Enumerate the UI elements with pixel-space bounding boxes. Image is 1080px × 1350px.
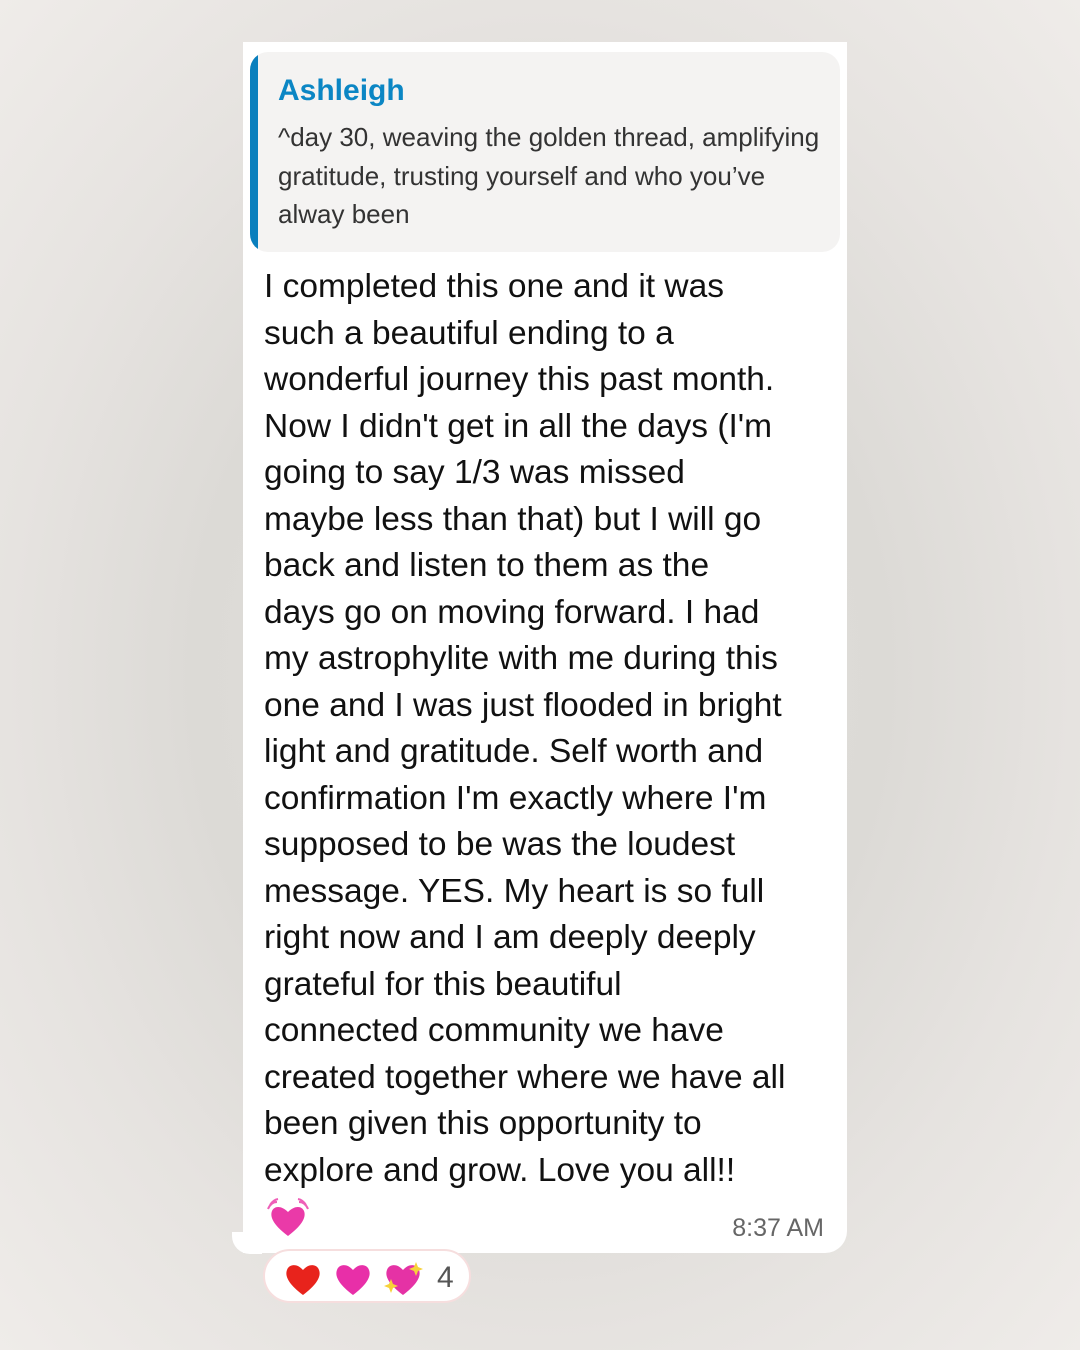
message-line: my astrophylite with me during this bbox=[264, 640, 778, 677]
quote-accent-bar bbox=[250, 52, 258, 252]
message-line: wonderful journey this past month. bbox=[264, 361, 775, 398]
reaction-count: 4 bbox=[437, 1261, 454, 1294]
red-heart-icon bbox=[283, 1261, 323, 1297]
message-time: 8:37 AM bbox=[732, 1214, 824, 1242]
message-line: grateful for this beautiful bbox=[264, 965, 622, 1003]
message-line: created together where we have all bbox=[264, 1058, 786, 1096]
message-line: supposed to be was the loudest bbox=[264, 826, 736, 863]
beating-heart-icon bbox=[266, 1196, 310, 1245]
message-line: explore and grow. Love you all!! bbox=[264, 1151, 736, 1189]
message-line: such a beautiful ending to a bbox=[264, 314, 674, 352]
quote-author: Ashleigh bbox=[278, 74, 405, 107]
quoted-message[interactable] bbox=[250, 52, 840, 252]
message-line: light and gratitude. Self worth and bbox=[264, 733, 764, 770]
sparkling-heart-icon bbox=[383, 1261, 423, 1297]
message-line: message. YES. My heart is so full bbox=[264, 872, 765, 910]
bubble-tail bbox=[232, 1232, 262, 1254]
message-line: I completed this one and it was bbox=[264, 268, 724, 305]
quote-text: ^day 30, weaving the golden thread, amplifying gratitude, trusting yourself and who you’ve alway been bbox=[278, 122, 820, 229]
message-line: right now and I am deeply deeply bbox=[264, 919, 756, 956]
message-line: days go on moving forward. I had bbox=[264, 593, 760, 631]
message-line: been given this opportunity to bbox=[264, 1105, 702, 1142]
message-line: connected community we have bbox=[264, 1012, 724, 1049]
message-line: back and listen to them as the bbox=[264, 547, 710, 584]
message-line: Now I didn't get in all the days (I'm bbox=[264, 407, 773, 445]
message-line: going to say 1/3 was missed bbox=[264, 454, 685, 491]
message-line: maybe less than that) but I will go bbox=[264, 500, 762, 538]
message-text bbox=[264, 264, 844, 1194]
message-line: confirmation I'm exactly where I'm bbox=[264, 779, 767, 817]
reactions-bar[interactable] bbox=[263, 1249, 471, 1303]
pink-heart-icon bbox=[333, 1261, 373, 1297]
message-line: one and I was just flooded in bright bbox=[264, 686, 782, 724]
